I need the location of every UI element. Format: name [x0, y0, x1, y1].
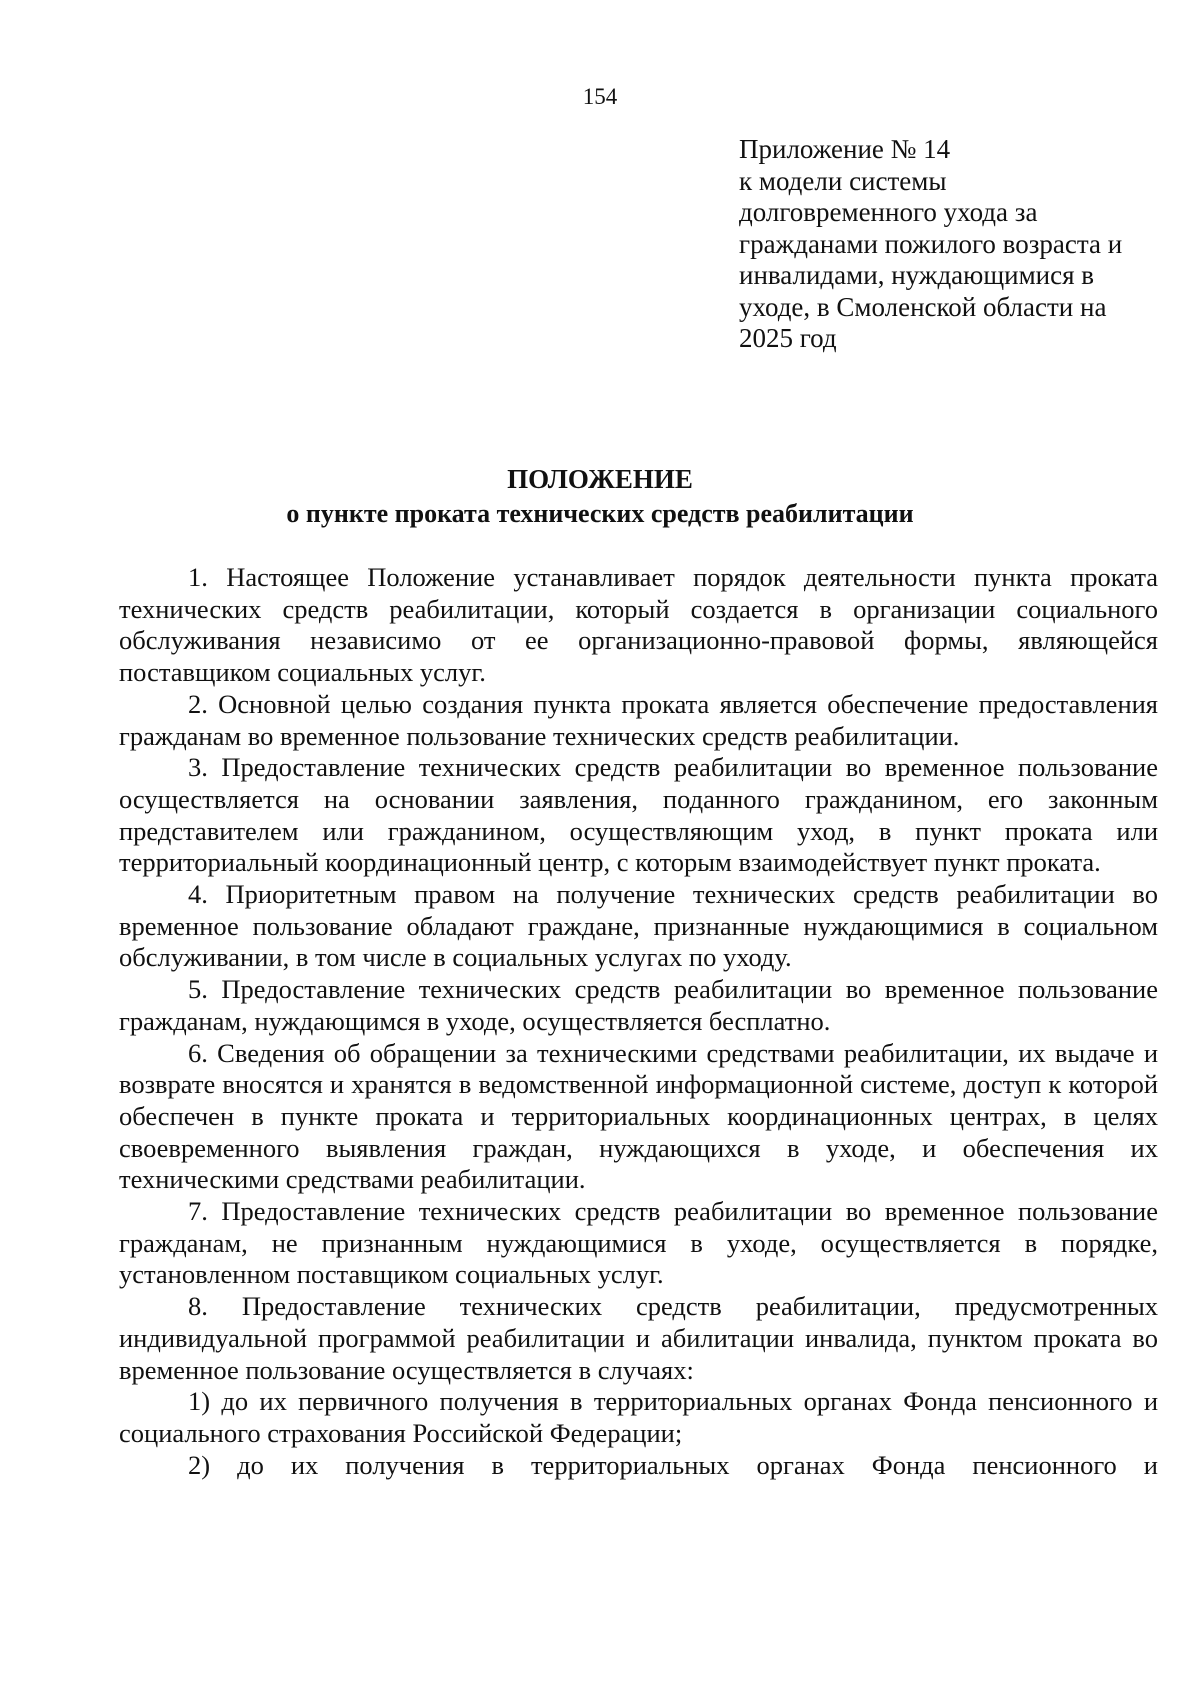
appendix-line: гражданами пожилого возраста и — [739, 228, 1123, 259]
paragraph-2: 2. Основной целью создания пункта проката является обеспечение предоставления гражданам во временное пользование технических средств реабилитации. — [119, 688, 1158, 751]
document-body — [119, 562, 1158, 1481]
appendix-line: инвалидами, нуждающимися в — [739, 260, 1095, 290]
document-subtitle: о пункте проката технических средств реабилитации — [286, 499, 914, 528]
paragraph-8-item-2: 2) до их получения в территориальных органах Фонда пенсионного и — [188, 1449, 1158, 1480]
paragraph-8: 8. Предоставление технических средств реабилитации, предусмотренных индивидуальной программой реабилитации и абилитации инвалида, пунктом проката во временное пользование осуществляется в случаях: — [119, 1291, 1158, 1385]
paragraph-3: 3. Предоставление технических средств реабилитации во временное пользование осуществляется на основании заявления, поданного гражданином, его законным представителем или гражданином, осуществляющим уход, в пункт проката или территориальный координационный центр, с которым взаимодействует пункт проката. — [119, 752, 1158, 878]
paragraph-6: 6. Сведения об обращении за техническими средствами реабилитации, их выдаче и возврате вносятся и хранятся в ведомственной информационной системе, доступ к которой обеспечен в пункте проката и территориальных координационных центрах, в целях своевременного выявления граждан, нуждающихся в уходе, и обеспечения их техническими средствами реабилитации. — [119, 1037, 1158, 1195]
paragraph-5: 5. Предоставление технических средств реабилитации во временное пользование гражданам, нуждающимся в уходе, осуществляется бесплатно. — [119, 974, 1158, 1036]
appendix-line: 2025 год — [739, 323, 837, 353]
appendix-note — [739, 134, 1159, 355]
page-number: 154 — [582, 84, 618, 109]
paragraph-4: 4. Приоритетным правом на получение технических средств реабилитации во временное пользование обладают граждане, признанные нуждающимися в социальном обслуживании, в том числе в социальных услугах по уходу. — [119, 879, 1158, 973]
document-title: ПОЛОЖЕНИЕ — [507, 464, 693, 494]
paragraph-1: 1. Настоящее Положение устанавливает порядок деятельности пункта проката технических средств реабилитации, который создается в организации социального обслуживания независимо от ее организационно-правовой формы, являющейся поставщиком социальных услуг. — [119, 562, 1158, 688]
appendix-line: к модели системы — [739, 165, 947, 196]
appendix-line: Приложение № 14 — [739, 134, 951, 164]
paragraph-7: 7. Предоставление технических средств реабилитации во временное пользование гражданам, не признанным нуждающимися в уходе, осуществляется в порядке, установленном поставщиком социальных услуг. — [119, 1196, 1158, 1290]
appendix-line: долговременного ухода за — [739, 197, 1038, 227]
appendix-line: уходе, в Смоленской области на — [739, 291, 1107, 322]
paragraph-8-item-1: 1) до их первичного получения в территориальных органах Фонда пенсионного и социального страхования Российской Федерации; — [119, 1386, 1158, 1448]
